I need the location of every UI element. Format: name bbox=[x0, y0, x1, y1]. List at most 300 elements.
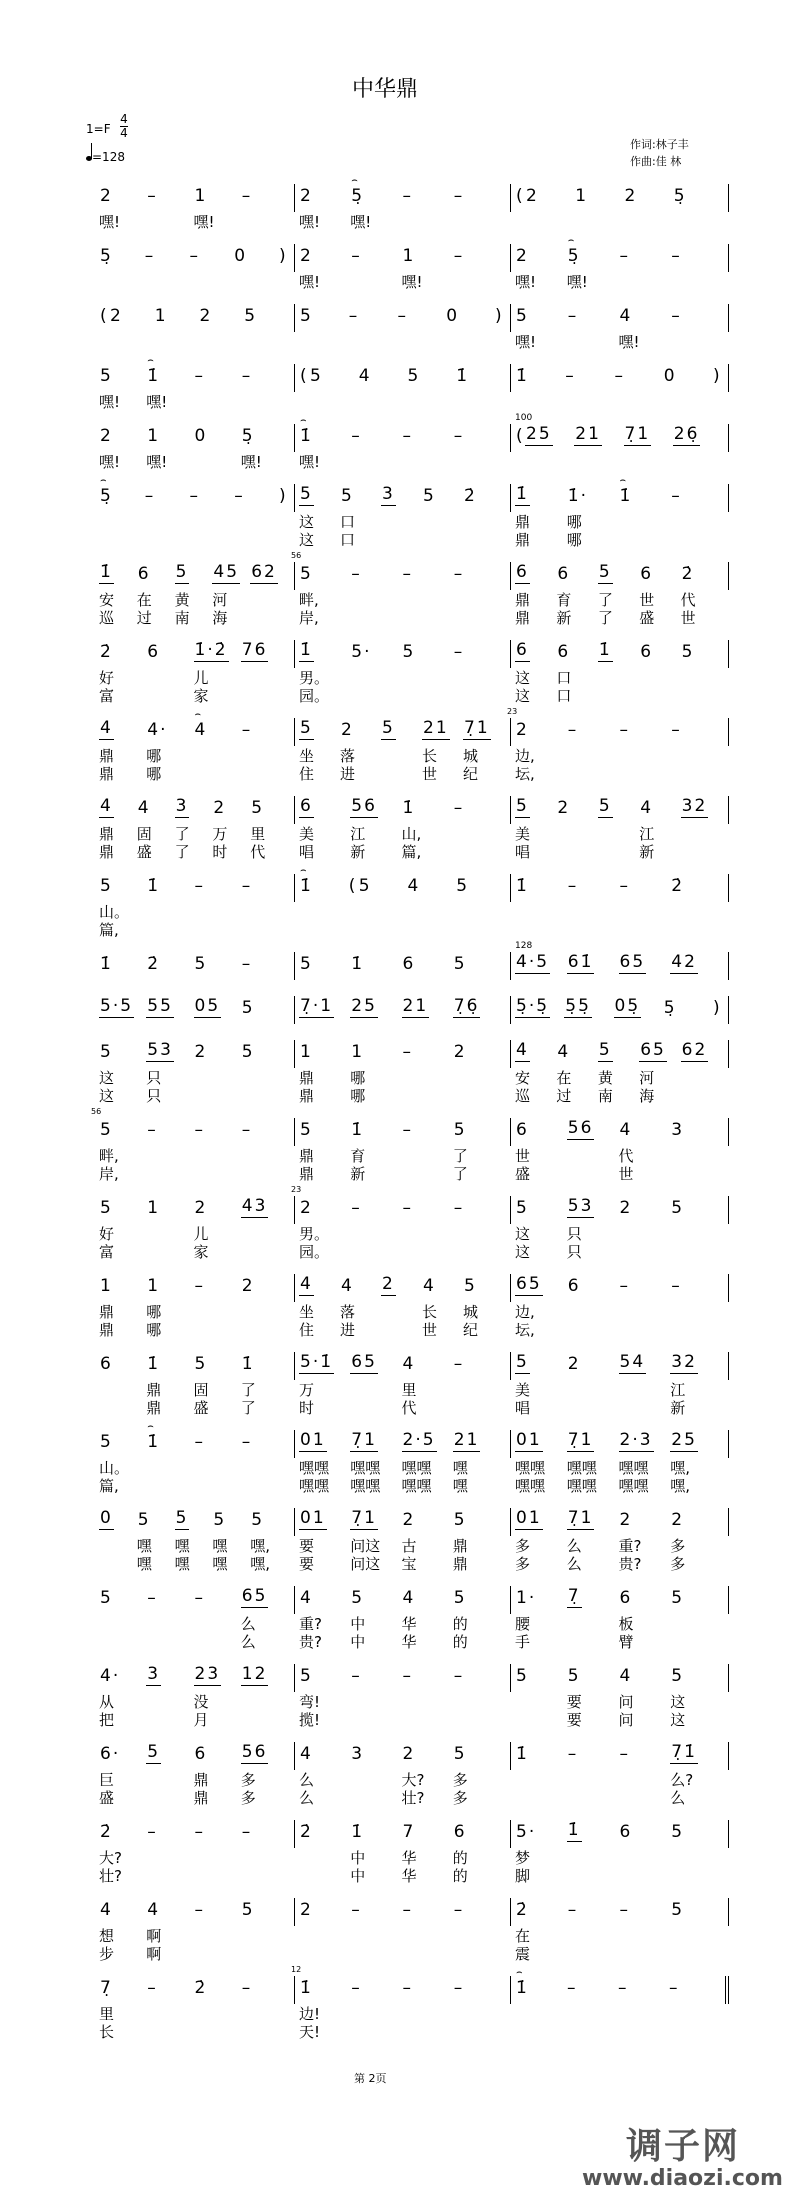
note-cell bbox=[455, 364, 504, 392]
note-cell bbox=[453, 424, 504, 452]
note-cell bbox=[515, 1820, 567, 1885]
note: 5̣ bbox=[241, 426, 255, 446]
note-cell bbox=[670, 1118, 722, 1146]
lyric-verse-2: 问这 bbox=[350, 1555, 381, 1573]
note-cell bbox=[350, 1898, 401, 1926]
note: 1̇ bbox=[300, 640, 313, 660]
lyric-verse-2: 中 bbox=[350, 1633, 366, 1651]
note-cell bbox=[663, 996, 712, 1024]
lyric-verse-2: 纪 bbox=[463, 1321, 479, 1339]
note-cell bbox=[146, 1352, 193, 1417]
measure bbox=[295, 1820, 511, 1885]
note-cell bbox=[299, 1508, 350, 1573]
lyric-verse-1: 多 bbox=[240, 1771, 256, 1789]
lyric-verse-1: 哪 bbox=[566, 513, 582, 531]
note-cell bbox=[299, 484, 340, 549]
lyric-verse-1: 想 bbox=[99, 1927, 115, 1945]
lyric-verse-1: 落 bbox=[340, 1303, 356, 1321]
note-cell bbox=[241, 1274, 288, 1302]
lyric-verse-1: 嘿! bbox=[193, 213, 215, 231]
note-cell bbox=[515, 1508, 567, 1573]
note: 1 bbox=[194, 186, 208, 206]
note: 2 bbox=[300, 1900, 313, 1920]
lyric-verse-2: 新 bbox=[350, 1165, 366, 1183]
lyric-verse-1: 么 bbox=[240, 1615, 256, 1633]
note-cell bbox=[614, 364, 663, 392]
score-row bbox=[95, 784, 735, 862]
note: 6 bbox=[640, 642, 654, 662]
lyric-verse-2: 中 bbox=[350, 1867, 366, 1885]
note: – bbox=[147, 186, 158, 206]
note-cell bbox=[453, 796, 504, 824]
note-cell bbox=[193, 1352, 241, 1417]
note-cell bbox=[515, 1664, 567, 1692]
note: – bbox=[453, 426, 465, 446]
measure bbox=[95, 424, 295, 471]
lyric-verse-2: 的 bbox=[452, 1867, 468, 1885]
note-cell bbox=[99, 1586, 146, 1614]
note-cell bbox=[619, 874, 671, 902]
note-cell bbox=[401, 796, 453, 861]
note-cell bbox=[673, 184, 722, 212]
note: 4 bbox=[341, 1276, 354, 1296]
note: 0 bbox=[194, 426, 208, 446]
note-cell bbox=[350, 1742, 401, 1770]
lyric-verse-2: 这 bbox=[99, 1087, 115, 1105]
note: – bbox=[194, 1276, 205, 1296]
lyric-verse-2: 嘿 bbox=[212, 1555, 228, 1573]
note: – bbox=[194, 1822, 205, 1842]
note: 5 bbox=[341, 486, 354, 506]
note: 1̇ bbox=[147, 876, 161, 896]
lyric-verse-2: 鼎 bbox=[193, 1789, 209, 1807]
measure bbox=[511, 1040, 729, 1105]
note-cell bbox=[99, 1820, 146, 1885]
note: – bbox=[241, 1120, 253, 1140]
note: 5 bbox=[516, 306, 529, 326]
note-cell bbox=[99, 1352, 146, 1380]
note: 23 bbox=[194, 1664, 221, 1684]
score-row bbox=[95, 940, 735, 984]
note-cell bbox=[99, 184, 146, 231]
note-cell bbox=[99, 562, 137, 627]
note-cell bbox=[401, 1430, 453, 1495]
note-cell bbox=[240, 1352, 288, 1417]
lyric-verse-1: 华 bbox=[401, 1615, 417, 1633]
lyric-verse-1: 鼎 bbox=[515, 513, 531, 531]
lyric-verse-2: 鼎 bbox=[299, 1087, 315, 1105]
lyric-verse-1: 口 bbox=[556, 669, 572, 687]
note: 5 bbox=[147, 1742, 161, 1762]
note: 2̇ bbox=[194, 1978, 208, 1998]
note: – bbox=[351, 1666, 362, 1686]
note: 5 bbox=[100, 366, 113, 386]
note: 6 bbox=[194, 1744, 208, 1764]
note: 32 bbox=[671, 1352, 697, 1372]
note-cell bbox=[278, 244, 288, 272]
note-cell bbox=[241, 1430, 288, 1458]
measure bbox=[295, 1430, 511, 1495]
lyric-verse-1: 江 bbox=[670, 1381, 686, 1399]
lyric-verse-1: 鼎 bbox=[99, 1303, 115, 1321]
note: 2 bbox=[194, 1198, 208, 1218]
note-cell bbox=[566, 235, 619, 291]
lyric-verse-1: 黄 bbox=[597, 1069, 613, 1087]
note: – bbox=[147, 1822, 158, 1842]
lyric-verse-2: 手 bbox=[515, 1633, 531, 1651]
note: 25 bbox=[351, 996, 377, 1016]
lyric-verse-2: 把 bbox=[99, 1711, 115, 1729]
note: 43 bbox=[241, 1196, 268, 1216]
note-cell bbox=[194, 996, 241, 1024]
note: 2·5 bbox=[402, 1430, 436, 1450]
measure bbox=[511, 796, 729, 861]
lyric-verse-2: 的 bbox=[452, 1633, 468, 1651]
time-denominator: 4 bbox=[120, 126, 128, 140]
note: 3 bbox=[351, 1744, 365, 1764]
lyric-verse-2: 震 bbox=[515, 1945, 531, 1963]
lyric-verse-2: 唱 bbox=[299, 843, 315, 861]
note: 7̣ bbox=[567, 1586, 581, 1606]
note: – bbox=[567, 1978, 578, 1998]
lyric-verse-2: 嘿, bbox=[670, 1477, 691, 1495]
note-cell bbox=[99, 796, 137, 861]
note: 5̣ bbox=[351, 186, 365, 206]
lyric-verse-1: 嘿嘿 bbox=[566, 1459, 597, 1477]
note: 2̇ bbox=[100, 1822, 113, 1842]
note: – bbox=[241, 876, 253, 896]
measure bbox=[511, 475, 729, 549]
note-cell bbox=[453, 1898, 504, 1926]
note: 5 bbox=[100, 876, 113, 896]
note-cell bbox=[453, 562, 504, 590]
lyric-verse-1: 鼎 bbox=[193, 1771, 209, 1789]
lyric-verse-2: 海 bbox=[639, 1087, 655, 1105]
lyric-verse-2: 这 bbox=[670, 1711, 686, 1729]
note-cell bbox=[99, 640, 146, 705]
note-cell bbox=[670, 874, 722, 902]
note-cell bbox=[241, 184, 288, 212]
note: – bbox=[402, 564, 413, 584]
note: 1̇ bbox=[147, 366, 161, 386]
note-cell bbox=[99, 475, 144, 512]
note-cell bbox=[99, 304, 109, 332]
note: 4 bbox=[619, 1666, 633, 1686]
note: 2 bbox=[624, 186, 638, 206]
lyric-verse-2: 么 bbox=[566, 1555, 582, 1573]
note-cell bbox=[241, 640, 288, 668]
lyric-verse-2: 这 bbox=[515, 687, 531, 705]
note: 6 bbox=[100, 1354, 113, 1374]
lyric-verse-2: 嘿 bbox=[136, 1555, 152, 1573]
note-cell bbox=[402, 1196, 453, 1224]
note-cell bbox=[99, 1976, 146, 2041]
note-cell bbox=[350, 1820, 401, 1885]
note: – bbox=[671, 246, 682, 266]
credits bbox=[630, 136, 689, 170]
note-cell bbox=[299, 1196, 350, 1261]
lyric-verse-1: 河 bbox=[639, 1069, 655, 1087]
note-cell bbox=[299, 364, 309, 392]
note-cell bbox=[402, 1040, 453, 1068]
lyric-verse-1: 腰 bbox=[515, 1615, 531, 1633]
lyric-verse-1: 嘿! bbox=[515, 333, 537, 351]
note-cell bbox=[194, 424, 241, 452]
note: 4 bbox=[423, 1276, 436, 1296]
lyric-verse-2: 壮? bbox=[99, 1867, 122, 1885]
lyric-verse-2: 要 bbox=[299, 1555, 315, 1573]
note-cell bbox=[193, 184, 241, 231]
note-cell bbox=[299, 415, 350, 471]
note: 1̇ bbox=[351, 1822, 365, 1842]
note: – bbox=[453, 246, 465, 266]
note: 5 bbox=[351, 1588, 365, 1608]
note-cell bbox=[515, 244, 567, 291]
note: 0 bbox=[446, 306, 460, 326]
note-cell bbox=[350, 1976, 401, 2004]
lyric-verse-1: 这 bbox=[99, 1069, 115, 1087]
lyric-verse-1: 嘿! bbox=[299, 453, 321, 471]
note-cell bbox=[299, 184, 350, 231]
note-cell bbox=[453, 952, 504, 980]
lyric-verse-1: 边! bbox=[299, 2005, 321, 2023]
lyric-verse-1: 哪 bbox=[146, 747, 162, 765]
note: ) bbox=[713, 366, 722, 386]
lyric-verse-2: 南 bbox=[597, 1087, 613, 1105]
tempo-value: =128 bbox=[92, 150, 125, 164]
note: 4 bbox=[640, 798, 654, 818]
lyric-verse-1: 代 bbox=[680, 591, 696, 609]
note: – bbox=[194, 1432, 205, 1452]
note: 5 bbox=[382, 718, 395, 738]
lyric-verse-1: 鼎 bbox=[299, 1147, 315, 1165]
note-cell bbox=[597, 1040, 639, 1105]
note-cell bbox=[241, 996, 288, 1024]
note: 4 bbox=[557, 1042, 571, 1062]
measure bbox=[95, 562, 295, 627]
measure bbox=[295, 1898, 511, 1926]
score-row bbox=[95, 862, 735, 940]
lyric-verse-2: 嘿, bbox=[250, 1555, 270, 1573]
lyric-verse-1: 这 bbox=[515, 669, 531, 687]
lyric-verse-1: 城 bbox=[463, 747, 479, 765]
note-cell bbox=[670, 1742, 722, 1807]
lyric-verse-1: 落 bbox=[340, 747, 356, 765]
note: 1̇ bbox=[456, 366, 470, 386]
measure bbox=[295, 796, 511, 861]
note-cell bbox=[567, 718, 619, 746]
measure bbox=[91, 1107, 295, 1183]
note: 5 bbox=[671, 1588, 685, 1608]
key-signature: 1=F bbox=[86, 122, 111, 136]
lyric-verse-2: 华 bbox=[401, 1633, 417, 1651]
note-cell bbox=[453, 1664, 504, 1692]
measure bbox=[295, 484, 511, 549]
note: 76 bbox=[241, 640, 268, 660]
note-cell bbox=[639, 1040, 680, 1105]
note: 56 bbox=[567, 1118, 594, 1138]
measure bbox=[95, 996, 295, 1024]
note: 2 bbox=[671, 1510, 685, 1530]
note: 2 bbox=[300, 1198, 313, 1218]
note-cell bbox=[299, 1820, 350, 1848]
note: – bbox=[402, 1666, 413, 1686]
measure bbox=[295, 1664, 511, 1729]
note: ( bbox=[300, 366, 309, 386]
note: 56 bbox=[241, 1742, 268, 1762]
note-cell bbox=[340, 718, 381, 783]
grace-notes: 23 bbox=[507, 707, 518, 716]
note-cell bbox=[240, 424, 288, 471]
note: 6 bbox=[557, 642, 571, 662]
note-cell bbox=[401, 1586, 453, 1651]
lyric-verse-1: 重? bbox=[299, 1615, 322, 1633]
note-cell bbox=[241, 1820, 288, 1848]
note-cell bbox=[670, 484, 722, 512]
note-cell bbox=[99, 1118, 146, 1183]
note-cell bbox=[381, 718, 422, 746]
page-number: 第 2页 bbox=[354, 2072, 387, 2085]
note-cell bbox=[614, 996, 663, 1024]
note: 1̇ bbox=[567, 1820, 581, 1840]
note: 4 bbox=[300, 1588, 313, 1608]
measure bbox=[507, 707, 729, 783]
note-cell bbox=[670, 1664, 722, 1729]
note-cell bbox=[681, 1040, 722, 1068]
measure bbox=[511, 1196, 729, 1261]
note: 5 bbox=[456, 876, 470, 896]
note: 1̇ bbox=[147, 1354, 161, 1374]
lyric-verse-1: 嘿! bbox=[146, 393, 168, 411]
note-cell bbox=[350, 244, 401, 272]
lyric-verse-1: 美 bbox=[515, 1381, 531, 1399]
note-cell bbox=[567, 304, 619, 332]
lyric-verse-2: 进 bbox=[340, 765, 356, 783]
lyric-verse-1: 鼎 bbox=[146, 1381, 162, 1399]
lyric-verse-1: 里 bbox=[250, 825, 266, 843]
lyric-verse-2: 坛, bbox=[515, 1321, 535, 1339]
note: 6 bbox=[640, 564, 654, 584]
note: 5 bbox=[100, 1042, 113, 1062]
note-cell bbox=[241, 1898, 288, 1926]
lyric-verse-1: 安 bbox=[515, 1069, 531, 1087]
note: 5̣ bbox=[673, 186, 687, 206]
note-cell bbox=[194, 1586, 241, 1614]
lyric-verse-2: 巡 bbox=[515, 1087, 531, 1105]
note-cell bbox=[515, 1967, 566, 2004]
note-cell bbox=[567, 1352, 619, 1380]
lyric-verse-1: 嘿! bbox=[299, 273, 321, 291]
lyric-verse-1: 嘿嘿 bbox=[618, 1459, 649, 1477]
lyric-verse-2: 世 bbox=[680, 609, 696, 627]
note: 5 bbox=[241, 1042, 255, 1062]
note: 2 bbox=[402, 1510, 416, 1530]
note-cell bbox=[463, 718, 504, 783]
lyric-verse-2: 世 bbox=[422, 1321, 438, 1339]
lyric-verse-2: 鼎 bbox=[99, 843, 115, 861]
lyric-verse-1: 么? bbox=[670, 1771, 694, 1789]
lyric-verse-2: 揽! bbox=[299, 1711, 321, 1729]
note-cell bbox=[146, 1421, 193, 1458]
note-cell bbox=[598, 640, 639, 668]
note: 2 bbox=[557, 798, 571, 818]
note: 3 bbox=[671, 1120, 685, 1140]
note: – bbox=[619, 246, 630, 266]
note-cell bbox=[194, 1040, 241, 1068]
score-row bbox=[95, 706, 735, 784]
note-cell bbox=[619, 952, 671, 980]
lyric-verse-1: 万 bbox=[212, 825, 228, 843]
score-row bbox=[95, 1808, 735, 1886]
measure bbox=[295, 364, 511, 392]
note: 2 bbox=[241, 1276, 255, 1296]
note-cell bbox=[452, 1118, 504, 1183]
lyric-verse-1: 山, bbox=[401, 825, 422, 843]
note: 5 bbox=[453, 1744, 467, 1764]
lyric-verse-1: 嘿! bbox=[515, 273, 537, 291]
note: 2 bbox=[194, 1042, 208, 1062]
measure bbox=[95, 1664, 295, 1729]
note: 01 bbox=[300, 1508, 326, 1528]
note-cell bbox=[99, 1742, 146, 1807]
note: 4· bbox=[100, 1666, 121, 1686]
note-cell bbox=[212, 1508, 250, 1573]
note: 1̇ bbox=[402, 798, 416, 818]
note: 5 bbox=[300, 954, 313, 974]
note: 2 bbox=[213, 798, 227, 818]
measure bbox=[95, 640, 295, 705]
note: 2 bbox=[341, 720, 354, 740]
note: 5 bbox=[300, 564, 313, 584]
note: 2 bbox=[453, 1042, 467, 1062]
note-cell bbox=[350, 175, 401, 231]
note: 1 bbox=[351, 1042, 365, 1062]
note-cell bbox=[515, 796, 556, 861]
note: – bbox=[453, 1354, 465, 1374]
measure bbox=[511, 184, 729, 212]
lyric-verse-1: 河 bbox=[212, 591, 228, 609]
note-cell bbox=[567, 1274, 619, 1302]
note-cell bbox=[668, 1976, 719, 2004]
note-cell bbox=[99, 1040, 146, 1105]
note: 1̇ bbox=[300, 1978, 313, 1998]
note-cell bbox=[402, 1664, 453, 1692]
note: 1̇ bbox=[619, 486, 633, 506]
note: – bbox=[351, 246, 362, 266]
note-cell bbox=[401, 244, 453, 291]
lyric-verse-2: 世 bbox=[618, 1165, 634, 1183]
note-cell bbox=[567, 1742, 619, 1770]
note: 5 bbox=[194, 954, 208, 974]
note-cell bbox=[154, 304, 199, 332]
lyric-verse-2: 多 bbox=[515, 1555, 531, 1573]
note-cell bbox=[146, 355, 193, 411]
note: 2 bbox=[567, 1354, 581, 1374]
note: 2 bbox=[110, 306, 123, 326]
note: 05̣ bbox=[614, 996, 641, 1016]
note-cell bbox=[146, 640, 193, 668]
note-cell bbox=[624, 424, 673, 452]
measure bbox=[295, 996, 511, 1024]
note: 5 bbox=[300, 306, 313, 326]
measure bbox=[295, 1742, 511, 1807]
measure bbox=[511, 1352, 729, 1417]
note-cell bbox=[670, 1898, 722, 1926]
lyric-verse-1: 了 bbox=[452, 1147, 468, 1165]
measure bbox=[95, 1352, 295, 1417]
note: 6· bbox=[100, 1744, 121, 1764]
note: 1· bbox=[516, 1588, 537, 1608]
